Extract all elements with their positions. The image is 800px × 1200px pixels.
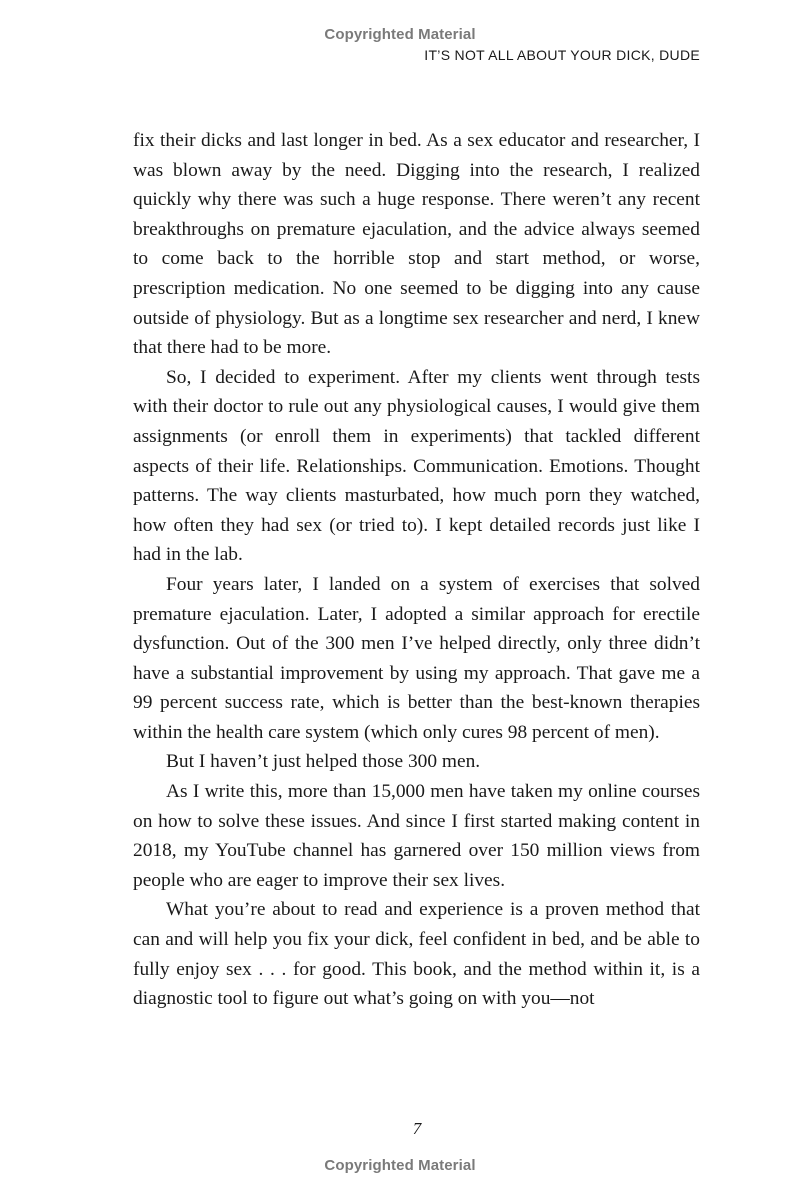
- body-text: [133, 126, 700, 1014]
- paragraph-6: What you’re about to read and experience is a proven method that can and will help you fix your dick, feel confident in bed, and be able to fully enjoy sex . . . for good. This book, and the method within it, is a diagnostic tool to figure out what’s going on with you—not: [133, 899, 700, 1010]
- page-number: 7: [412, 1119, 422, 1138]
- paragraph-4: But I haven’t just helped those 300 men.: [166, 751, 481, 773]
- paragraph-3: Four years later, I landed on a system of exercises that solved premature ejaculation. Later, I adopted a similar approach for erectile dysfunction. Out of the 300 men I’ve helped directly, only three didn’t have a substantial improvement by using my approach. That gave me a 99 percent success rate, which is better than the best-known therapies within the health care system (which only cures 98 percent of men).: [133, 573, 700, 743]
- copyright-watermark-top: Copyrighted Material: [324, 26, 476, 43]
- paragraph-5: As I write this, more than 15,000 men have taken my online courses on how to solve these issues. And since I first started making content in 2018, my YouTube channel has garnered over 150 million views from people who are eager to improve their sex lives.: [133, 781, 700, 891]
- paragraph-1: fix their dicks and last longer in bed. As a sex educator and researcher, I was blown away by the need. Digging into the research, I realized quickly why there was such a huge response. There weren’t any recent breakthroughs on premature ejaculation, and the advice always seemed to come back to the horrible stop and start method, or worse, prescription medication. No one seemed to be digging into any cause outside of physiology. But as a longtime sex researcher and nerd, I knew that there had to be more.: [133, 130, 700, 359]
- copyright-watermark-bottom: Copyrighted Material: [324, 1157, 476, 1174]
- running-head: IT’S NOT ALL ABOUT YOUR DICK, DUDE: [424, 47, 700, 63]
- paragraph-2: So, I decided to experiment. After my clients went through tests with their doctor to rule out any physiological causes, I would give them assignments (or enroll them in experiments) that tackled different aspects of their life. Relationships. Communication. Emotions. Thought patterns. The way clients masturbated, how much porn they watched, how often they had sex (or tried to). I kept detailed records just like I had in the lab.: [133, 366, 700, 566]
